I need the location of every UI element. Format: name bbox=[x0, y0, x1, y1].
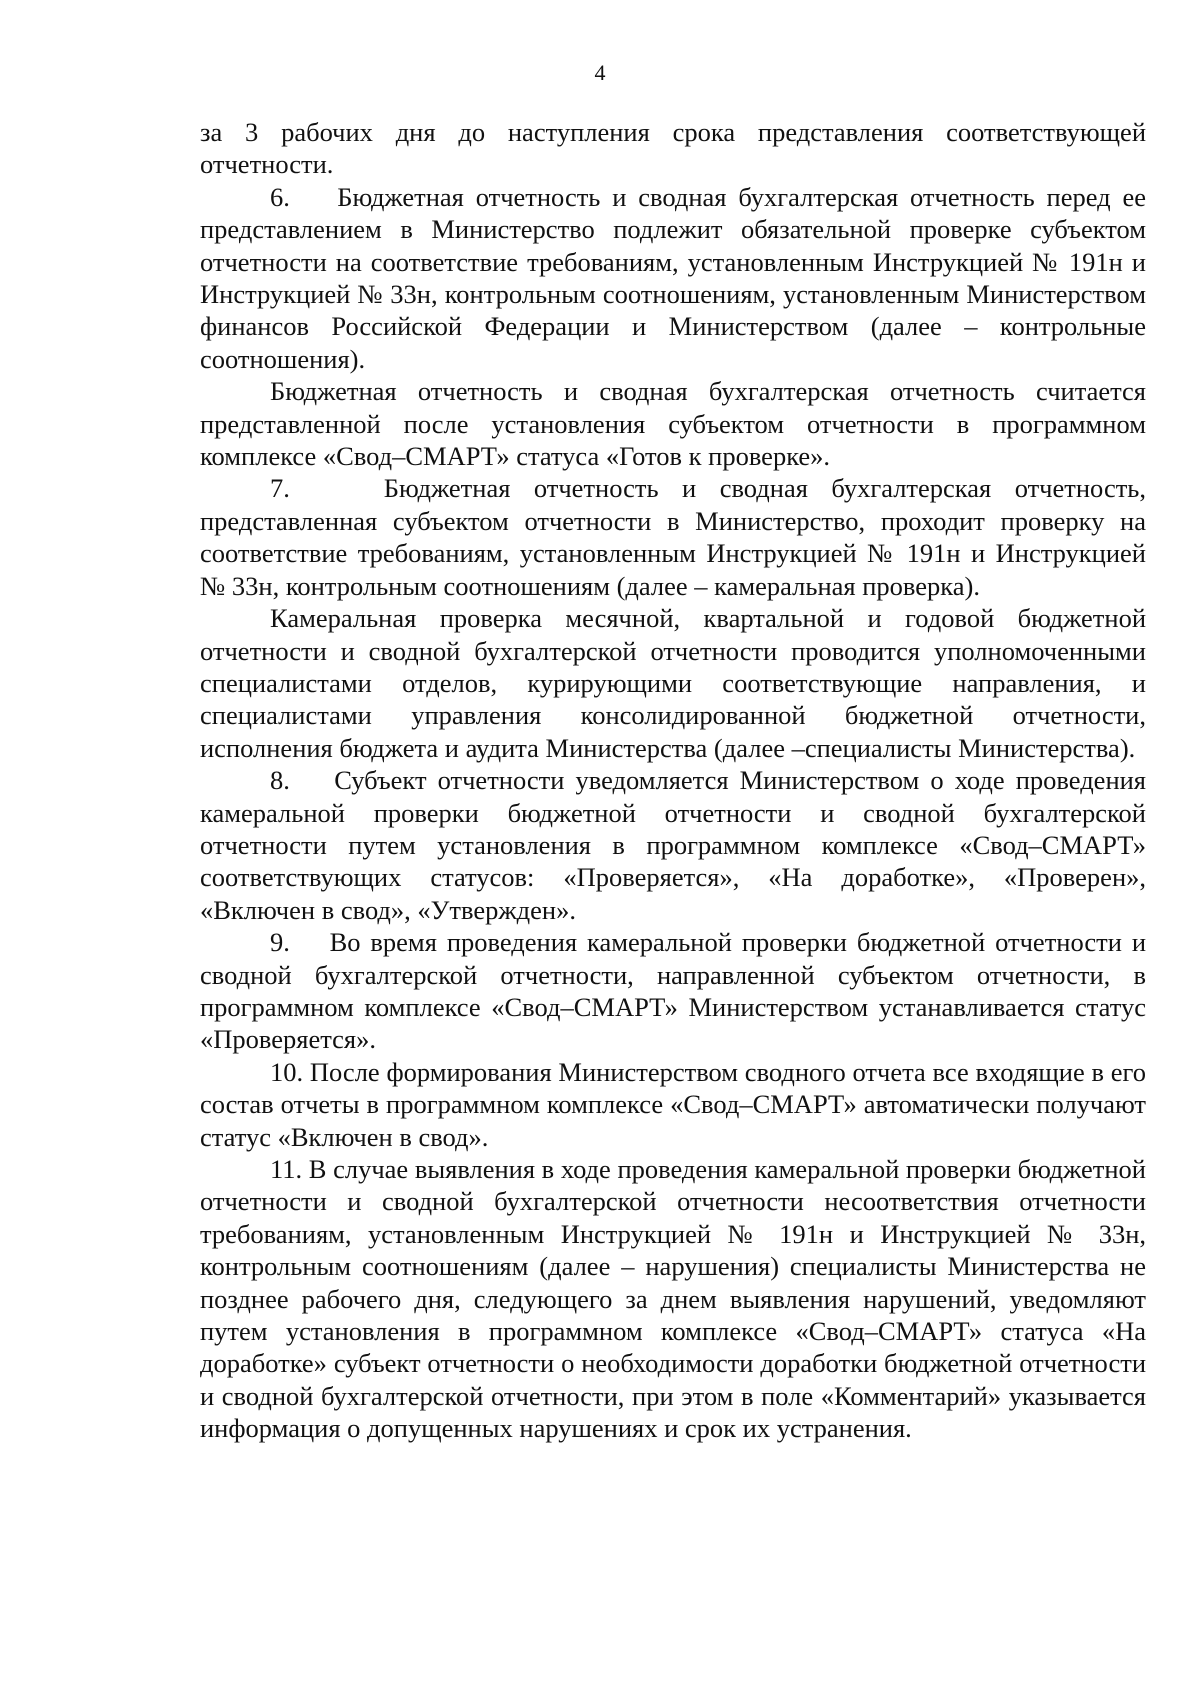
document-body bbox=[200, 116, 1146, 1445]
paragraph-item-7-continued: Камеральная проверка месячной, квартальной и годовой бюджетной отчетности и сводной бухгалтерской отчетности проводится уполномоченными специалистами отделов, курирующими соответствующие направления, и специалистами управления консолидированной бюджетной отчетности, исполнения бюджета и аудита Министерства (далее –специалисты Министерства). bbox=[200, 603, 1146, 763]
page-number: 4 bbox=[594, 60, 606, 85]
paragraph-item-10: 10. После формирования Министерством сводного отчета все входящие в его состав отчеты в программном комплексе «Свод–СМАРТ» автоматически получают статус «Включен в свод». bbox=[200, 1056, 1146, 1152]
paragraph-continuation: за 3 рабочих дня до наступления срока представления соответствующей отчетности. bbox=[200, 117, 1146, 180]
paragraph-item-7: 7. Бюджетная отчетность и сводная бухгалтерская отчетность, представленная субъектом отчетности в Министерство, проходит проверку на соответствие требованиям, установленным Инструкцией № 191н и Инструкцией № 33н, контрольным соотношениям (далее – камеральная проверка). bbox=[200, 473, 1146, 601]
paragraph-item-6: 6. Бюджетная отчетность и сводная бухгалтерская отчетность перед ее представлением в Министерство подлежит обязательной проверке субъектом отчетности на соответствие требованиям, установленным Инструкцией № 191н и Инструкцией № 33н, контрольным соотношениям, установленным Министерством финансов Российской Федерации и Министерством (далее – контрольные соотношения). bbox=[200, 181, 1146, 374]
paragraph-item-6-continued: Бюджетная отчетность и сводная бухгалтерская отчетность считается представленной после установления субъектом отчетности в программном комплексе «Свод–СМАРТ» статуса «Готов к проверке». bbox=[200, 376, 1146, 472]
paragraph-item-9: 9. Во время проведения камеральной проверки бюджетной отчетности и сводной бухгалтерской отчетности, направленной субъектом отчетности, в программном комплексе «Свод–СМАРТ» Министерством устанавливается статус «Проверяется». bbox=[200, 927, 1146, 1055]
paragraph-item-11: 11. В случае выявления в ходе проведения камеральной проверки бюджетной отчетности и сводной бухгалтерской отчетности несоответствия отчетности требованиям, установленным Инструкцией № 191н и Инструкцией № 33н, контрольным соотношениям (далее – нарушения) специалисты Министерства не позднее рабочего дня, следующего за днем выявления нарушений, уведомляют путем установления в программном комплексе «Свод–СМАРТ» статуса «На доработке» субъект отчетности о необходимости доработки бюджетной отчетности и сводной бухгалтерской отчетности, при этом в поле «Комментарий» указывается информация о допущенных нарушениях и срок их устранения. bbox=[200, 1154, 1146, 1444]
paragraph-item-8: 8. Субъект отчетности уведомляется Министерством о ходе проведения камеральной проверки бюджетной отчетности и сводной бухгалтерской отчетности путем установления в программном комплексе «Свод–СМАРТ» соответствующих статусов: «Проверяется», «На доработке», «Проверен», «Включен в свод», «Утвержден». bbox=[200, 765, 1146, 925]
